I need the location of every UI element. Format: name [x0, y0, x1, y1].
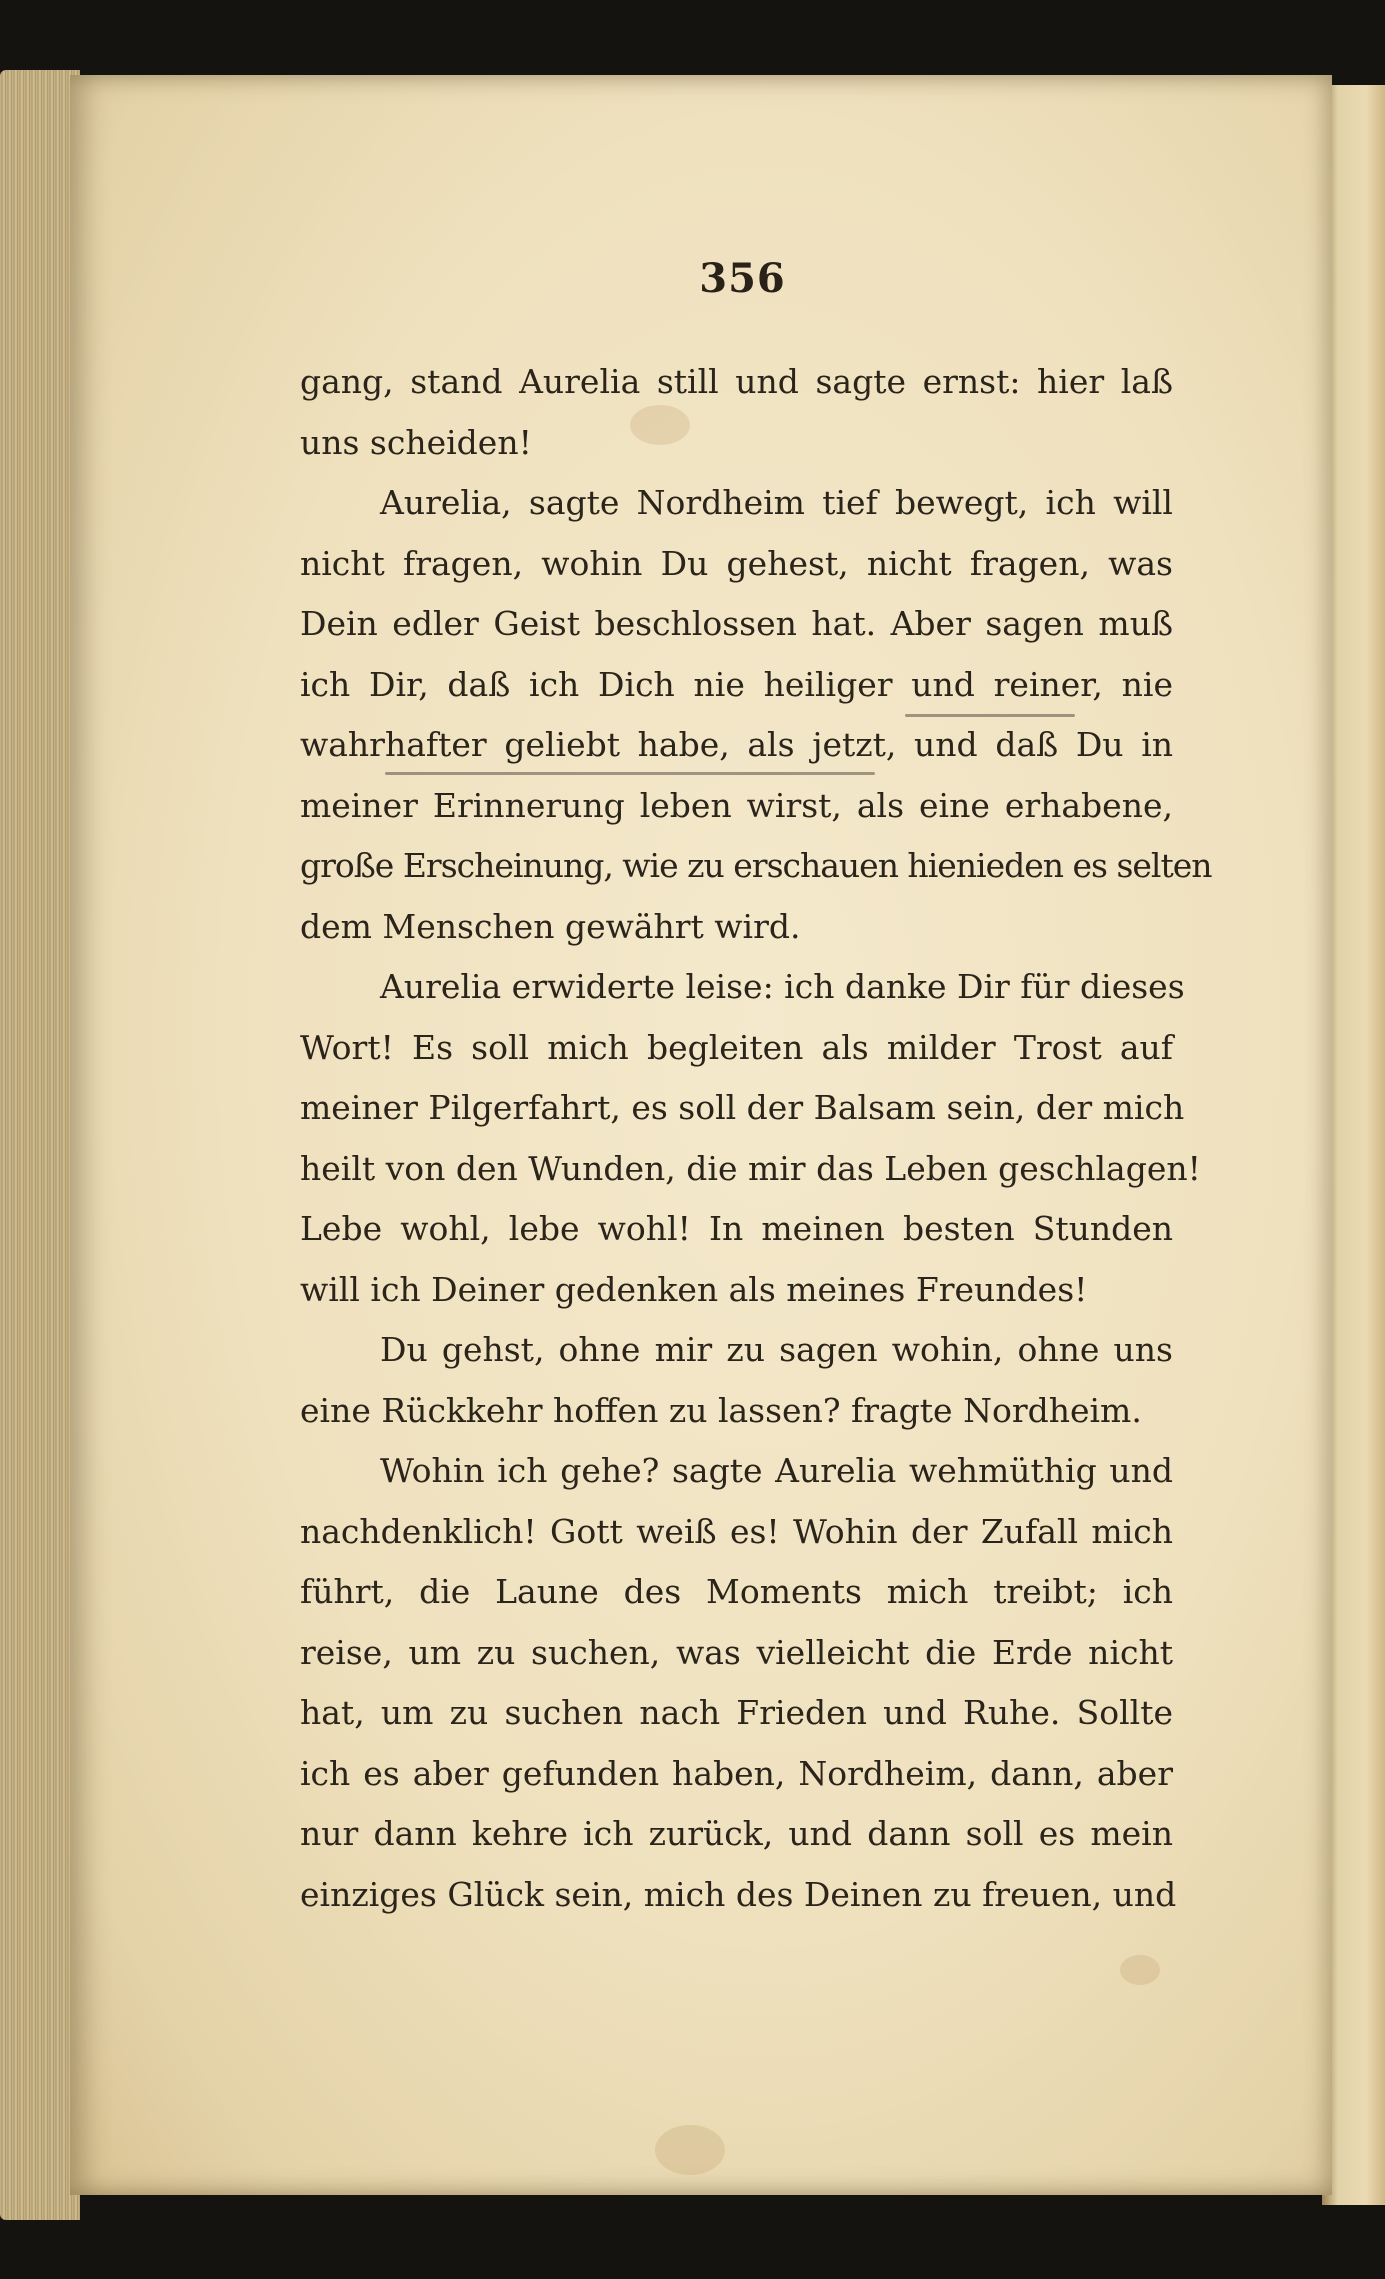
text-line: Lebe wohl, lebe wohl! In meinen besten Stunden: [300, 1209, 1173, 1248]
body-text: [300, 352, 1212, 1925]
text-line: einziges Glück sein, mich des Deinen zu freuen, und: [300, 1874, 1177, 1914]
pencil-underline: [905, 714, 1075, 717]
page-number: 356: [699, 255, 786, 302]
text-line: will ich Deiner gedenken als meines Freundes!: [300, 1269, 1088, 1309]
text-line: nicht fragen, wohin Du gehest, nicht fragen, was: [300, 543, 1173, 583]
paper-stain: [1120, 1955, 1160, 1985]
text-line: reise, um zu suchen, was vielleicht die Erde nicht: [300, 1632, 1173, 1672]
paper-stain: [655, 2125, 725, 2175]
text-line: heilt von den Wunden, die mir das Leben geschlagen!: [300, 1148, 1201, 1188]
text-line: Du gehst, ohne mir zu sagen wohin, ohne uns: [380, 1330, 1173, 1369]
text-line: nur dann kehre ich zurück, und dann soll es mein: [300, 1814, 1173, 1853]
text-line: hat, um zu suchen nach Frieden und Ruhe. Sollte: [300, 1693, 1173, 1732]
text-line: ich es aber gefunden haben, Nordheim, dann, aber: [300, 1753, 1173, 1793]
text-line: Aurelia erwiderte leise: ich danke Dir für dieses: [380, 967, 1185, 1006]
page-edges: [0, 70, 80, 2220]
text-line: Aurelia, sagte Nordheim tief bewegt, ich will: [380, 483, 1173, 522]
text-line: dem Menschen gewährt wird.: [300, 906, 801, 946]
text-line: Dein edler Geist beschlossen hat. Aber sagen muß: [300, 604, 1173, 643]
text-line: wahrhafter geliebt habe, als jetzt, und daß Du in: [300, 725, 1173, 764]
text-line: meiner Pilgerfahrt, es soll der Balsam sein, der mich: [300, 1088, 1185, 1127]
pencil-underline: [385, 772, 875, 775]
text-line: gang, stand Aurelia still und sagte ernst: hier laß: [300, 362, 1173, 401]
text-line: Wohin ich gehe? sagte Aurelia wehmüthig und: [380, 1451, 1173, 1490]
text-line: uns scheiden!: [300, 422, 532, 462]
text-line: große Erscheinung, wie zu erschauen hienieden es selten: [300, 846, 1212, 885]
text-line: nachdenklich! Gott weiß es! Wohin der Zufall mich: [300, 1511, 1173, 1551]
text-line: meiner Erinnerung leben wirst, als eine erhabene,: [300, 785, 1173, 825]
text-line: führt, die Laune des Moments mich treibt; ich: [300, 1572, 1173, 1611]
text-line: ich Dir, daß ich Dich nie heiliger und reiner, nie: [300, 664, 1173, 704]
text-line: eine Rückkehr hoffen zu lassen? fragte Nordheim.: [300, 1390, 1142, 1430]
text-line: Wort! Es soll mich begleiten als milder Trost auf: [300, 1027, 1173, 1067]
